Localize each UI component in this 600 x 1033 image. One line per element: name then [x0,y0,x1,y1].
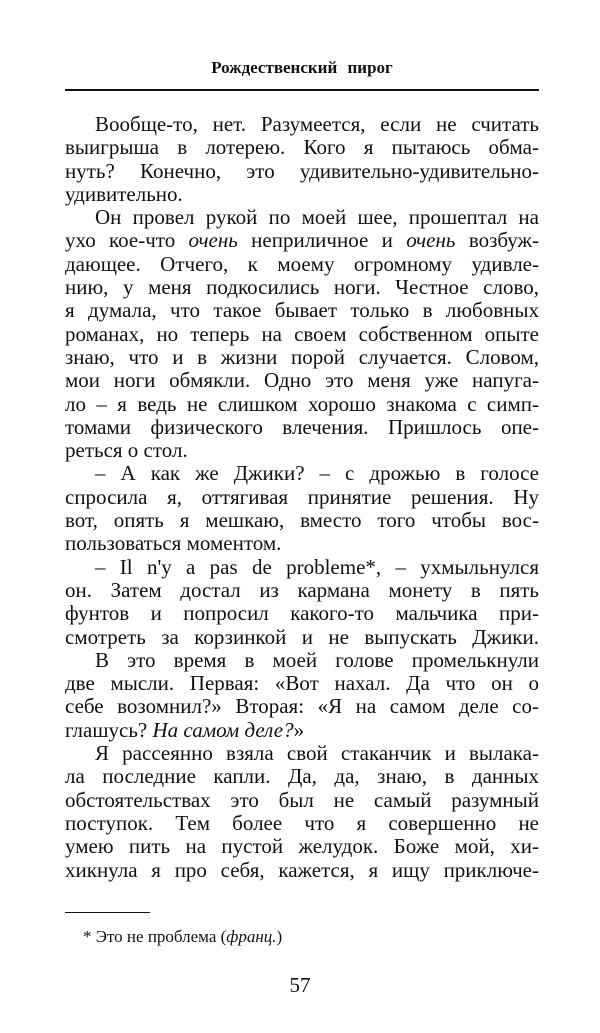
text-segment: глашусь? [65,718,153,742]
body-text [65,113,539,882]
text-line [65,160,539,183]
text-segment: обстоятельствах это был не самый разумный [65,788,539,812]
text-line [65,416,539,439]
text-segment: » [293,718,305,742]
text-segment: пользоваться моментом. [65,532,282,556]
text-segment: умею пить на пустой желудок. Боже мой, хи- [65,835,539,859]
text-segment: выигрыша в лотерею. Кого я пытаюсь обма- [65,136,539,160]
text-line [65,695,539,718]
text-line [65,323,539,346]
text-segment: смотреть за корзинкой и не выпускать Джики. [65,625,539,649]
header-rule [65,89,539,91]
footnote-italic: франц. [226,927,277,946]
text-segment: мои ноги обмякли. Одно это меня уже напуга- [65,369,539,393]
text-segment: дающее. Отчего, к моему огромному удивле- [65,252,539,276]
footnote-text: Это не проблема ( [91,927,227,946]
text-line [65,812,539,835]
text-line [65,299,539,322]
text-line [65,346,539,369]
text-line [65,229,539,252]
text-line [65,649,539,672]
text-segment: удивительно. [65,182,183,206]
text-segment: Я рассеянно взяла свой стаканчик и вылака- [95,742,539,766]
text-segment: романах, но теперь на своем собственном опыте [65,322,539,346]
italic-text: На самом деле? [152,718,294,742]
text-line [65,835,539,858]
text-segment: спросила я, оттягивая принятие решения. Ну [65,485,539,509]
text-segment: ла последние капли. Да, да, знаю, в данных [65,765,539,789]
footnote-marker: * [83,927,92,946]
text-line [65,672,539,695]
text-line [65,719,539,742]
text-segment: реться о стол. [65,439,188,463]
text-segment: фунтов и попросил какого-то мальчика при- [65,602,539,626]
text-line [65,486,539,509]
text-segment: – Il n'y a pas de probleme*, – ухмыльнулся [95,555,539,579]
text-line [65,276,539,299]
text-segment: себе возомнил?» Вторая: «Я на самом деле со- [65,695,539,719]
text-line [65,462,539,485]
text-line [65,602,539,625]
text-segment: возбуж- [455,229,539,253]
text-segment: В это время в моей голове промелькнули [95,648,539,672]
text-segment: томами физического влечения. Пришлось опе- [65,415,539,439]
text-segment: – А как же Джики? – с дрожью в голосе [95,462,539,486]
text-segment: нию, у меня подкосились ноги. Честное слово, [65,276,539,300]
footnote [83,927,282,947]
italic-text: очень [188,229,238,253]
footnote-rule [65,912,150,913]
text-line [65,859,539,882]
text-line [65,556,539,579]
text-segment: хикнула я про себя, кажется, я ищу приключе- [65,858,539,882]
text-line [65,393,539,416]
text-line [65,206,539,229]
text-line [65,113,539,136]
page-number: 57 [289,973,311,997]
text-segment: ухо кое-что [65,229,189,253]
text-line [65,789,539,812]
text-segment: знаю, что и в жизни порой случается. Словом, [65,345,539,369]
text-line [65,253,539,276]
text-line [65,136,539,159]
text-segment: Вообще-то, нет. Разумеется, если не считать [95,113,539,136]
text-segment: Он провел рукой по моей шее, прошептал на [95,206,539,230]
text-line [65,626,539,649]
text-line [65,183,539,206]
italic-text: очень [406,229,456,253]
text-segment: я думала, что такое бывает только в любовных [65,299,539,323]
text-segment: две мысли. Первая: «Вот нахал. Да что он о [65,672,539,696]
text-segment: он. Затем достал из кармана монету в пять [65,578,539,602]
text-line [65,509,539,532]
text-line [65,532,539,555]
text-line [65,765,539,788]
text-segment: ло – я ведь не слишком хорошо знакома с симп- [65,392,539,416]
text-segment: неприличное и [237,229,407,253]
text-line [65,439,539,462]
footnote-close: ) [276,927,283,946]
text-segment: нуть? Конечно, это удивительно-удивительно- [65,159,539,183]
text-segment: поступок. Тем более что я совершенно не [65,811,539,835]
running-header: Рождественский пирог [211,58,393,77]
text-line [65,742,539,765]
text-segment: вот, опять я мешкаю, вместо того чтобы вос- [65,509,539,533]
text-line [65,369,539,392]
text-line [65,579,539,602]
